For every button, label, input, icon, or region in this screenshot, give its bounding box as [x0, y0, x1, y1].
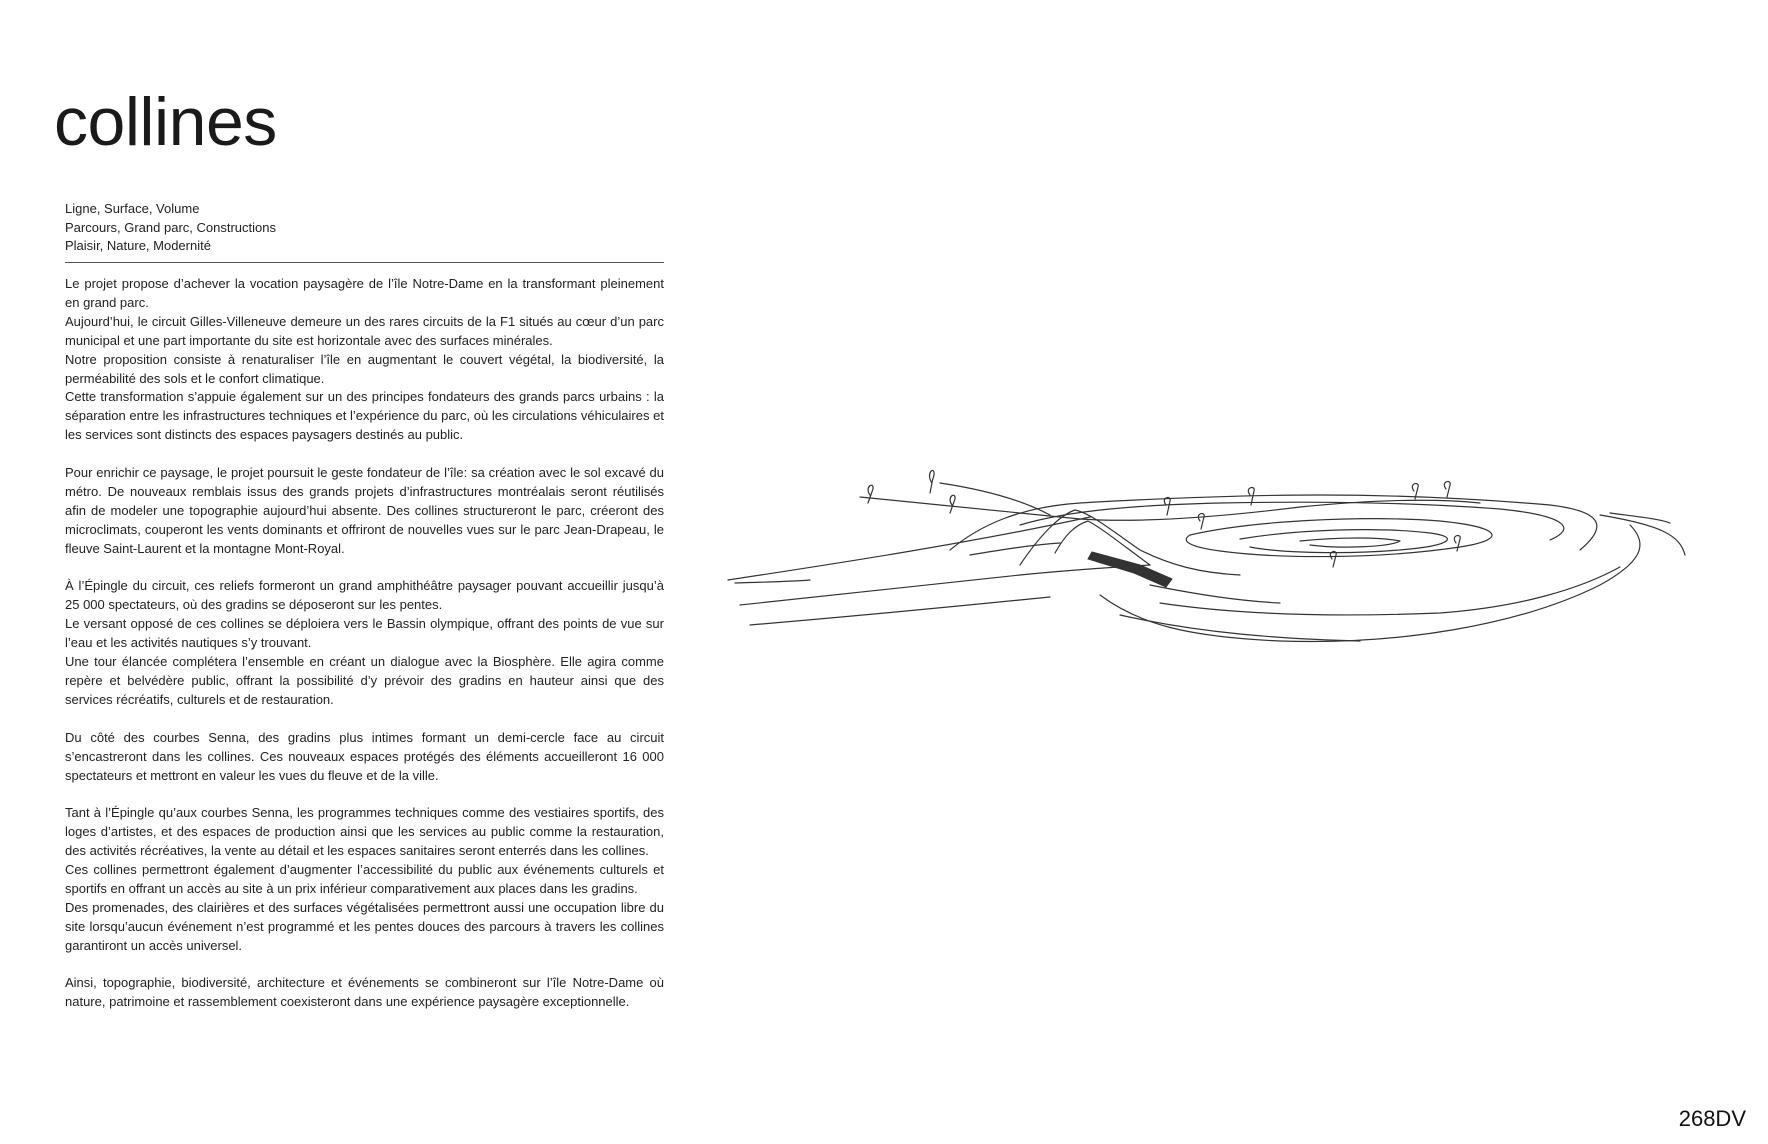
- paragraph-line: À l’Épingle du circuit, ces reliefs formeront un grand amphithéâtre paysager pouvant accueillir jusqu’à 25 000 spectateurs, où des gradins se déposeront sur les pentes.: [65, 578, 664, 613]
- paragraph-conclusion: [65, 974, 664, 1012]
- paragraph-topography: [65, 464, 664, 559]
- paragraph-line: Du côté des courbes Senna, des gradins plus intimes formant un demi-cercle face au circuit s’encastreront dans les collines. Ces nouveaux espaces protégés des éléments accueilleront 16 000 spectateurs et mettront en valeur les vues du fleuve et de la ville.: [65, 729, 664, 783]
- paragraph-line: Ainsi, topographie, biodiversité, architecture et événements se combineront sur l’île Notre-Dame où nature, patrimoine et rassemblement coexisteront dans une expérience paysagère exceptionnelle.: [65, 975, 664, 1010]
- paragraph-intro: [65, 275, 664, 445]
- keyword-line: Plaisir, Nature, Modernité: [65, 238, 211, 253]
- paragraph-senna: [65, 729, 664, 786]
- paragraph-line: Le projet propose d’achever la vocation paysagère de l’île Notre-Dame en la transformant pleinement en grand parc.: [65, 276, 664, 310]
- page-title: collines: [54, 84, 277, 160]
- paragraph-line: Une tour élancée complétera l’ensemble en créant un dialogue avec la Biosphère. Elle agira comme repère et belvédère public, offrant la possibilité d’y prévoir des gradins en hauteur ainsi que des services récréatifs, culturels et de restauration.: [65, 654, 664, 707]
- paragraph-line: Pour enrichir ce paysage, le projet poursuit le geste fondateur de l’île: sa création avec le sol excavé du métro. De nouveaux remblais issus des grands projets d’infrastructures montréalais seront réutilisés afin de modeler une topographie aujourd’hui absente. Des collines structureront le parc, créeront des microclimats, couperont les vents dominants et offriront de nouvelles vues sur le parc Jean-Drapeau, le fleuve Saint-Laurent et la montagne Mont-Royal.: [65, 465, 664, 556]
- paragraph-line: Notre proposition consiste à renaturaliser l’île en augmentant le couvert végétal, la biodiversité, la perméabilité des sols et le confort climatique.: [65, 351, 664, 386]
- keyword-line: Parcours, Grand parc, Constructions: [65, 219, 276, 235]
- hills-sketch-illustration: [720, 455, 1700, 695]
- paragraph-line: Ces collines permettront également d’augmenter l’accessibilité du public aux événements culturels et sportifs en offrant un accès au site à un prix inférieur comparativement aux places dans les gradins.: [65, 862, 664, 896]
- page-code: 268DV: [1678, 1106, 1746, 1131]
- body-text: [65, 275, 664, 1031]
- paragraph-programs: [65, 804, 664, 955]
- keyword-list: [65, 200, 665, 256]
- divider: [65, 262, 664, 263]
- paragraph-line: Le versant opposé de ces collines se déploiera vers le Bassin olympique, offrant des points de vue sur l’eau et les activités nautiques s’y trouvant.: [65, 616, 664, 651]
- paragraph-line: Cette transformation s’appuie également sur un des principes fondateurs des grands parcs urbains : la séparation entre les infrastructures techniques et l’expérience du parc, où les circulations véhiculaires et les services sont distincts des espaces paysagers destinés au public.: [65, 389, 664, 443]
- paragraph-line: Aujourd’hui, le circuit Gilles-Villeneuve demeure un des rares circuits de la F1 situés au cœur d’un parc municipal et une part importante du site est horizontale avec des surfaces minérales.: [65, 313, 664, 348]
- paragraph-line: Des promenades, des clairières et des surfaces végétalisées permettront aussi une occupation libre du site lorsqu’aucun événement n’est programmé et les pentes douces des parcours à travers les collines garantiront un accès universel.: [65, 899, 664, 953]
- keyword-line: Ligne, Surface, Volume: [65, 201, 200, 216]
- paragraph-epingle: [65, 577, 664, 709]
- paragraph-line: Tant à l’Épingle qu’aux courbes Senna, les programmes techniques comme des vestiaires sportifs, des loges d’artistes, et des espaces de production ainsi que les services au public comme la restauration, des activités récréatives, la vente au détail et les espaces sanitaires seront enterrés dans les collines.: [65, 805, 664, 859]
